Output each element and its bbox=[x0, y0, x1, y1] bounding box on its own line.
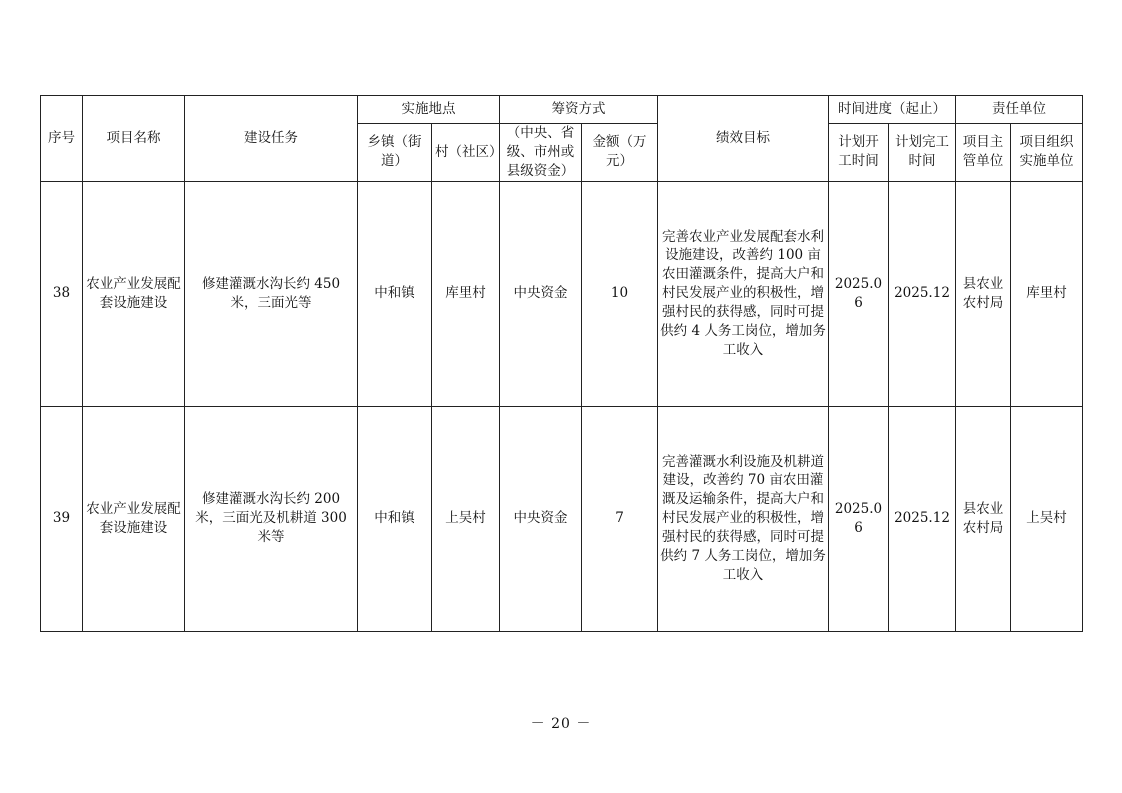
header-responsibility-group: 责任单位 bbox=[956, 96, 1083, 124]
header-project-name: 项目名称 bbox=[83, 96, 185, 182]
header-implementer: 项目组织实施单位 bbox=[1011, 124, 1083, 182]
cell-village: 上吴村 bbox=[432, 406, 500, 631]
header-performance: 绩效目标 bbox=[658, 96, 829, 182]
cell-town: 中和镇 bbox=[358, 406, 432, 631]
cell-start: 2025.06 bbox=[829, 406, 889, 631]
table-row bbox=[41, 181, 1083, 406]
cell-implementer: 上吴村 bbox=[1011, 406, 1083, 631]
header-supervisor: 项目主管单位 bbox=[956, 124, 1011, 182]
header-funding-source: （中央、省级、市州或县级资金） bbox=[500, 124, 582, 182]
cell-performance: 完善灌溉水利设施及机耕道建设，改善约 70 亩农田灌溉及运输条件，提高大户和村民发展产业的积极性，增强村民的获得感，同时可提供约 7 人务工岗位，增加务工收入 bbox=[658, 406, 829, 631]
page-number: － 20 － bbox=[530, 716, 592, 732]
cell-performance: 完善农业产业发展配套水利设施建设，改善约 100 亩农田灌溉条件，提高大户和村民发展产业的积极性，增强村民的获得感，同时可提供约 4 人务工岗位，增加务工收入 bbox=[658, 181, 829, 406]
cell-end: 2025.12 bbox=[889, 181, 956, 406]
cell-supervisor: 县农业农村局 bbox=[956, 181, 1011, 406]
header-row-1 bbox=[41, 96, 1083, 124]
cell-task: 修建灌溉水沟长约 450 米，三面光等 bbox=[185, 181, 358, 406]
header-location-group: 实施地点 bbox=[358, 96, 500, 124]
header-seq: 序号 bbox=[41, 96, 83, 182]
cell-funding-source: 中央资金 bbox=[500, 406, 582, 631]
cell-seq: 39 bbox=[41, 406, 83, 631]
project-table bbox=[40, 95, 1083, 632]
header-village: 村（社区） bbox=[432, 124, 500, 182]
cell-end: 2025.12 bbox=[889, 406, 956, 631]
header-schedule-group: 时间进度（起止） bbox=[829, 96, 956, 124]
header-start: 计划开工时间 bbox=[829, 124, 889, 182]
cell-amount: 7 bbox=[582, 406, 658, 631]
cell-project-name: 农业产业发展配套设施建设 bbox=[83, 181, 185, 406]
header-funding-group: 筹资方式 bbox=[500, 96, 658, 124]
header-amount: 金额（万元） bbox=[582, 124, 658, 182]
table-row bbox=[41, 406, 1083, 631]
cell-seq: 38 bbox=[41, 181, 83, 406]
cell-project-name: 农业产业发展配套设施建设 bbox=[83, 406, 185, 631]
cell-funding-source: 中央资金 bbox=[500, 181, 582, 406]
cell-start: 2025.06 bbox=[829, 181, 889, 406]
cell-amount: 10 bbox=[582, 181, 658, 406]
cell-town: 中和镇 bbox=[358, 181, 432, 406]
header-construction-task: 建设任务 bbox=[185, 96, 358, 182]
header-end: 计划完工时间 bbox=[889, 124, 956, 182]
cell-implementer: 库里村 bbox=[1011, 181, 1083, 406]
cell-supervisor: 县农业农村局 bbox=[956, 406, 1011, 631]
cell-village: 库里村 bbox=[432, 181, 500, 406]
cell-task: 修建灌溉水沟长约 200 米，三面光及机耕道 300 米等 bbox=[185, 406, 358, 631]
header-town: 乡镇（街道） bbox=[358, 124, 432, 182]
